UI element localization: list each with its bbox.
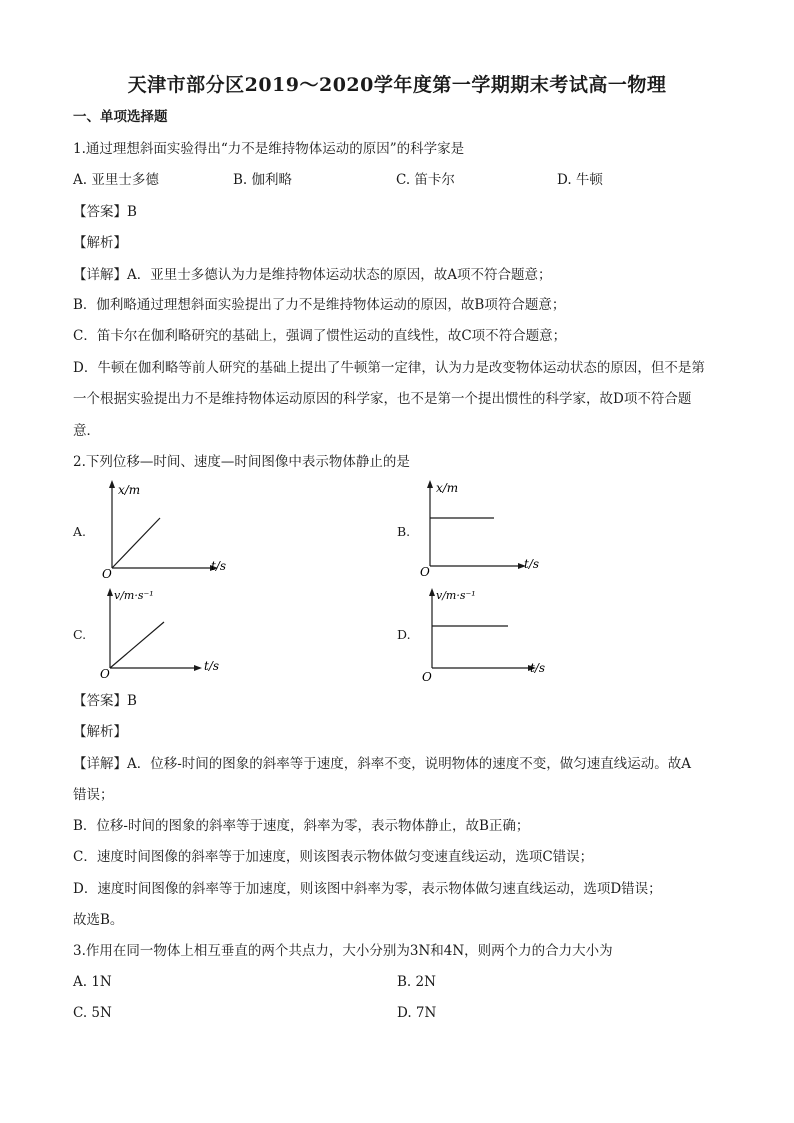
graph-c-label: C. [73,627,87,642]
q1-option-b: B. 伽利略 [233,172,293,188]
q3-option-a: A. 1N [73,974,112,990]
graph-a-origin: O [102,567,112,580]
q1-detail-line: 意． [73,423,100,439]
graph-d-origin: O [422,670,432,684]
q2-stem: 2.下列位移—时间、速度—时间图像中表示物体静止的是 [73,454,410,470]
q3-stem: 3.作用在同一物体上相互垂直的两个共点力，大小分别为3N和4N，则两个力的合力大小为 [73,943,613,959]
q2-detail-line: 故选B。 [73,912,124,928]
q1-analysis-label: 【解析】 [73,235,127,251]
graph-c-line [110,622,164,668]
graph-d-xlabel: t/s [530,661,546,675]
q1-detail-line: C．笛卡尔在伽利略研究的基础上，强调了惯性运动的直线性，故C项不符合题意； [73,328,567,344]
graph-c-xlabel: t/s [204,659,220,673]
q3-option-d: D. 7N [397,1005,437,1021]
q2-detail-line: B．位移-时间的图象的斜率等于速度，斜率为零，表示物体静止，故B正确； [73,818,530,834]
graph-d [420,586,560,684]
q1-detail-line: D．牛顿在伽利略等前人研究的基础上提出了牛顿第一定律，认为力是改变物体运动状态的原因，但不是第 [73,360,705,376]
graph-d-label: D. [397,627,411,642]
q1-stem: 1.通过理想斜面实验得出“力不是维持物体运动的原因”的科学家是 [73,141,465,157]
graph-c-origin: O [100,667,110,681]
q1-option-a: A. 亚里士多德 [73,172,159,188]
graph-b-label: B. [397,524,411,539]
q2-detail-line: C．速度时间图像的斜率等于加速度，则该图表示物体做匀变速直线运动，选项C错误； [73,849,594,865]
q2-analysis-label: 【解析】 [73,724,127,740]
graph-a-label: A. [73,524,87,539]
graph-c-ylabel: v/m·s⁻¹ [114,589,154,602]
graph-b [418,478,558,580]
graph-a-ylabel: x/m [118,483,141,497]
q1-detail-line: B．伽利略通过理想斜面实验提出了力不是维持物体运动的原因，故B项符合题意； [73,297,566,313]
q2-detail-line: 【详解】A．位移-时间的图象的斜率等于速度，斜率不变，说明物体的速度不变，做匀速直线运动。故A [73,756,692,772]
q2-detail-line: 错误； [73,787,114,803]
graph-a [98,478,238,580]
q3-option-c: C. 5N [73,1005,112,1021]
graph-c [98,586,238,682]
graph-b-ylabel: x/m [436,481,459,495]
graph-d-ylabel: v/m·s⁻¹ [436,589,476,602]
graph-a-line [112,518,160,568]
q1-option-d: D. 牛顿 [557,172,603,188]
q3-option-b: B. 2N [397,974,436,990]
graph-b-origin: O [420,565,430,579]
q2-detail-line: D．速度时间图像的斜率等于加速度，则该图中斜率为零，表示物体做匀速直线运动，选项D错误； [73,881,662,897]
q1-detail-line: 一个根据实验提出力不是维持物体运动原因的科学家，也不是第一个提出惯性的科学家，故D项不符合题 [73,391,692,407]
graph-a-xlabel: t/s [211,559,227,573]
page-title: 天津市部分区2019～2020学年度第一学期期末考试高一物理 [127,74,667,96]
q1-answer: 【答案】B [73,204,137,220]
graph-b-xlabel: t/s [524,557,540,571]
q1-detail-line: 【详解】A．亚里士多德认为力是维持物体运动状态的原因，故A项不符合题意； [73,267,552,283]
section-heading: 一、单项选择题 [73,109,168,125]
q1-option-c: C. 笛卡尔 [396,172,455,188]
q2-answer: 【答案】B [73,693,137,709]
